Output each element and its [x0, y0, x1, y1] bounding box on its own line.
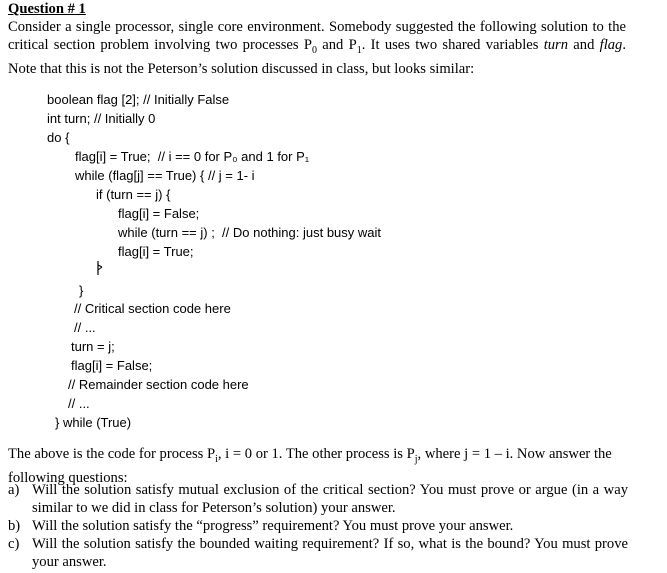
- intro-text-d: and: [568, 37, 600, 53]
- text-cursor-icon: [97, 261, 103, 275]
- intro-paragraph: [8, 18, 626, 78]
- code-line: int turn; // Initially 0: [47, 111, 156, 126]
- question-list: [8, 481, 628, 571]
- intro-text-e: . Note that this is not the Peterson’s solution discussed in class, but looks similar:: [8, 37, 627, 77]
- question-item: [8, 517, 628, 535]
- code-line: turn = j;: [71, 339, 115, 354]
- code-line: do {: [47, 130, 70, 145]
- code-line: flag[i] = False;: [118, 206, 200, 221]
- question-item: [8, 535, 628, 571]
- var-flag: flag: [599, 37, 623, 53]
- question-label: b): [8, 518, 21, 534]
- pi-subscript: i: [215, 453, 218, 465]
- code-line: } while (True): [55, 415, 132, 430]
- question-text: Will the solution satisfy the “progress” requirement? You must prove your answer.: [32, 518, 514, 534]
- after-text-a: The above is the code for process P: [8, 446, 216, 462]
- code-line: flag[i] = True;: [118, 244, 194, 259]
- question-intro: [8, 18, 626, 78]
- p1-subscript: 1: [356, 44, 362, 56]
- pj-subscript: j: [414, 453, 418, 465]
- intro-text-b: and P: [316, 37, 357, 53]
- code-line: while (flag[j] == True) { // j = 1- i: [75, 168, 255, 183]
- code-line: // ...: [68, 396, 90, 411]
- question-label: a): [8, 482, 20, 498]
- question-item: [8, 481, 628, 517]
- p0-subscript: 0: [311, 44, 317, 56]
- intro-text-c: . It uses two shared variables: [361, 37, 544, 53]
- code-line: // ...: [74, 320, 96, 335]
- code-line: boolean flag [2]; // Initially False: [47, 92, 230, 107]
- code-line: // Critical section code here: [74, 301, 231, 316]
- after-text-b: , i = 0 or 1. The other process is P: [217, 446, 415, 462]
- intro-text-a: Consider a single processor, single core environment. Somebody suggested the following solution to the critical section problem involving two processes P: [8, 19, 626, 53]
- question-label: c): [8, 536, 20, 552]
- code-line: }: [79, 283, 84, 298]
- question-title: Question # 1: [8, 1, 86, 17]
- code-line: flag[i] = True; // i == 0 for P₀ and 1 for P₁: [75, 149, 310, 164]
- code-line: // Remainder section code here: [68, 377, 249, 392]
- var-turn: turn: [543, 37, 569, 53]
- code-line: flag[i] = False;: [71, 358, 153, 373]
- question-text: Will the solution satisfy the bounded waiting requirement? If so, what is the bound? You must prove your answer.: [32, 536, 628, 570]
- question-text: Will the solution satisfy mutual exclusion of the critical section? You must prove or argue (in a way similar to we did in class for Peterson’s solution) your answer.: [32, 482, 628, 516]
- code-line: if (turn == j) {: [96, 187, 171, 202]
- code-line: while (turn == j) ; // Do nothing: just busy wait: [118, 225, 382, 240]
- after-text-c: , where j = 1 – i. Now answer the following questions:: [8, 446, 612, 486]
